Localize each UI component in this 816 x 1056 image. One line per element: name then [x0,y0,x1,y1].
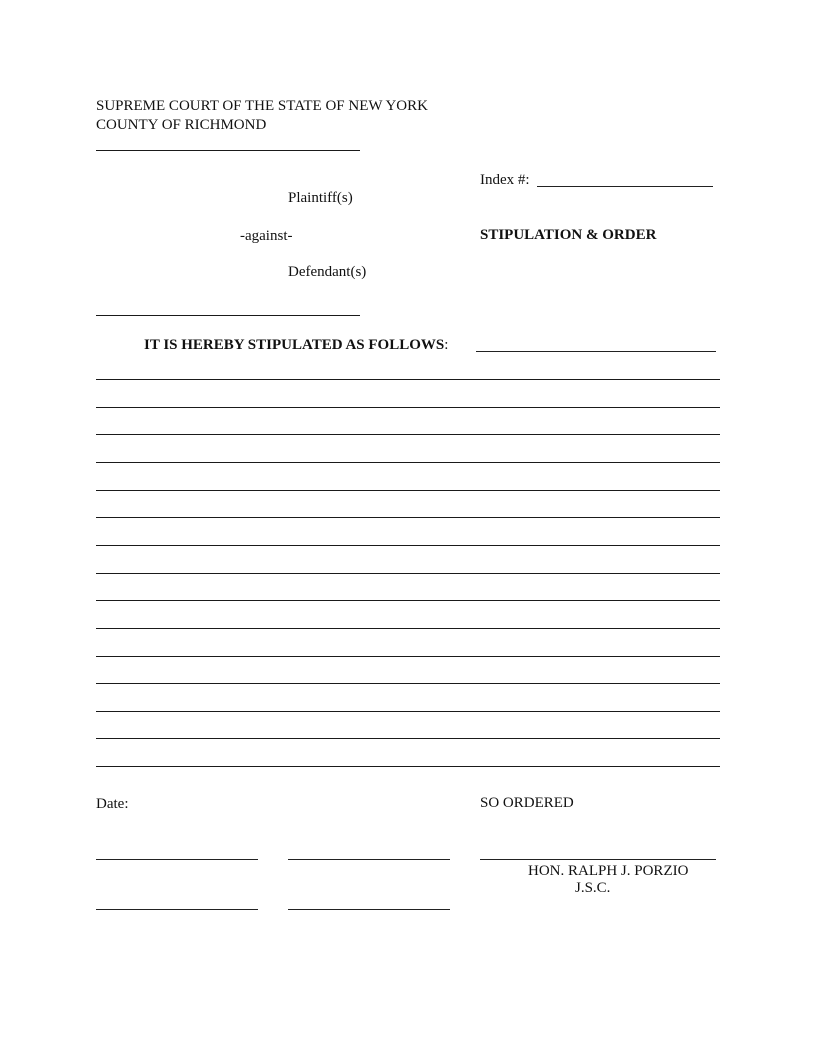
ruled-line[interactable] [96,545,720,546]
signature-line-2[interactable] [288,859,450,860]
court-name: SUPREME COURT OF THE STATE OF NEW YORK [96,98,428,114]
caption-bottom-rule [96,315,360,316]
defendant-label: Defendant(s) [288,264,367,280]
ruled-line[interactable] [96,711,720,712]
judge-title: J.S.C. [575,880,611,896]
signature-line-4[interactable] [288,909,450,910]
index-number-label: Index #: [480,172,530,188]
date-label: Date: [96,796,129,812]
stipulation-first-line-field[interactable] [476,351,716,352]
signature-line-3[interactable] [96,909,258,910]
ruled-line[interactable] [96,407,720,408]
ruled-line[interactable] [96,656,720,657]
ruled-line[interactable] [96,628,720,629]
ruled-line[interactable] [96,434,720,435]
judge-name: HON. RALPH J. PORZIO [528,863,689,879]
index-number-field[interactable] [537,186,713,187]
so-ordered-label: SO ORDERED [480,795,574,811]
plaintiff-label: Plaintiff(s) [288,190,353,206]
ruled-line[interactable] [96,738,720,739]
ruled-line[interactable] [96,573,720,574]
ruled-line[interactable] [96,462,720,463]
ruled-line[interactable] [96,517,720,518]
caption-top-rule [96,150,360,151]
county-name: COUNTY OF RICHMOND [96,117,267,133]
document-title: STIPULATION & ORDER [480,227,657,243]
ruled-line[interactable] [96,600,720,601]
signature-line-1[interactable] [96,859,258,860]
against-label: -against- [240,228,293,244]
judge-signature-line[interactable] [480,859,716,860]
ruled-line[interactable] [96,766,720,767]
stipulation-heading [144,336,448,354]
ruled-line[interactable] [96,490,720,491]
stipulation-heading-text: IT IS HEREBY STIPULATED AS FOLLOWS [144,337,445,353]
stipulation-heading-colon: : [444,337,449,353]
ruled-line[interactable] [96,683,720,684]
ruled-line[interactable] [96,379,720,380]
